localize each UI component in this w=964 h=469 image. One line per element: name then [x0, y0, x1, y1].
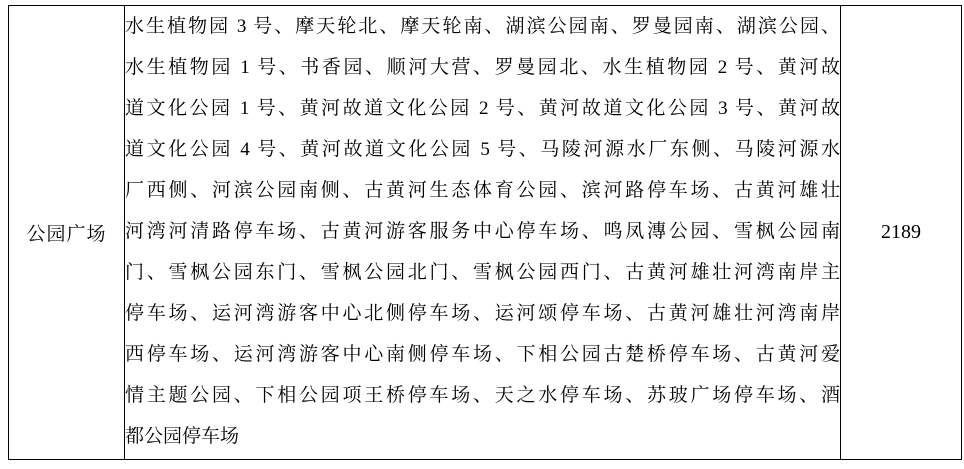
location-list-line: 西停车场、运河湾游客中心南侧停车场、下相公园古楚桥停车场、古黄河爱: [125, 344, 840, 365]
count-cell: [841, 6, 962, 460]
location-list-line: 道文化公园 1 号、黄河故道文化公园 2 号、黄河故道文化公园 3 号、黄河故: [125, 98, 840, 119]
location-list-line: 情主题公园、下相公园项王桥停车场、天之水停车场、苏玻广场停车场、酒: [125, 385, 840, 406]
location-list-line: 河湾河清路停车场、古黄河游客服务中心停车场、鸣凤漙公园、雪枫公园南: [125, 221, 840, 242]
locations-cell: [125, 6, 841, 460]
location-list-line: 水生植物园 1 号、书香园、顺河大营、罗曼园北、水生植物园 2 号、黄河故: [125, 57, 840, 78]
parking-category-table: [8, 5, 962, 460]
location-list-line: 厂西侧、河滨公园南侧、古黄河生态体育公园、滨河路停车场、古黄河雄壮: [125, 180, 840, 201]
count-value: 2189: [881, 221, 921, 243]
location-list-line: 道文化公园 4 号、黄河故道文化公园 5 号、马陵河源水厂东侧、马陵河源水: [125, 139, 840, 160]
location-list-line: 都公园停车场: [125, 426, 240, 447]
location-list-line: 水生植物园 3 号、摩天轮北、摩天轮南、湖滨公园南、罗曼园南、湖滨公园、: [125, 16, 840, 37]
table-row: [9, 6, 962, 460]
category-cell: [9, 6, 125, 460]
category-label: 公园广场: [26, 224, 107, 245]
location-list-line: 门、雪枫公园东门、雪枫公园北门、雪枫公园西门、古黄河雄壮河湾南岸主: [125, 262, 840, 283]
location-list-line: 停车场、运河湾游客中心北侧停车场、运河颂停车场、古黄河雄壮河湾南岸: [125, 303, 840, 324]
